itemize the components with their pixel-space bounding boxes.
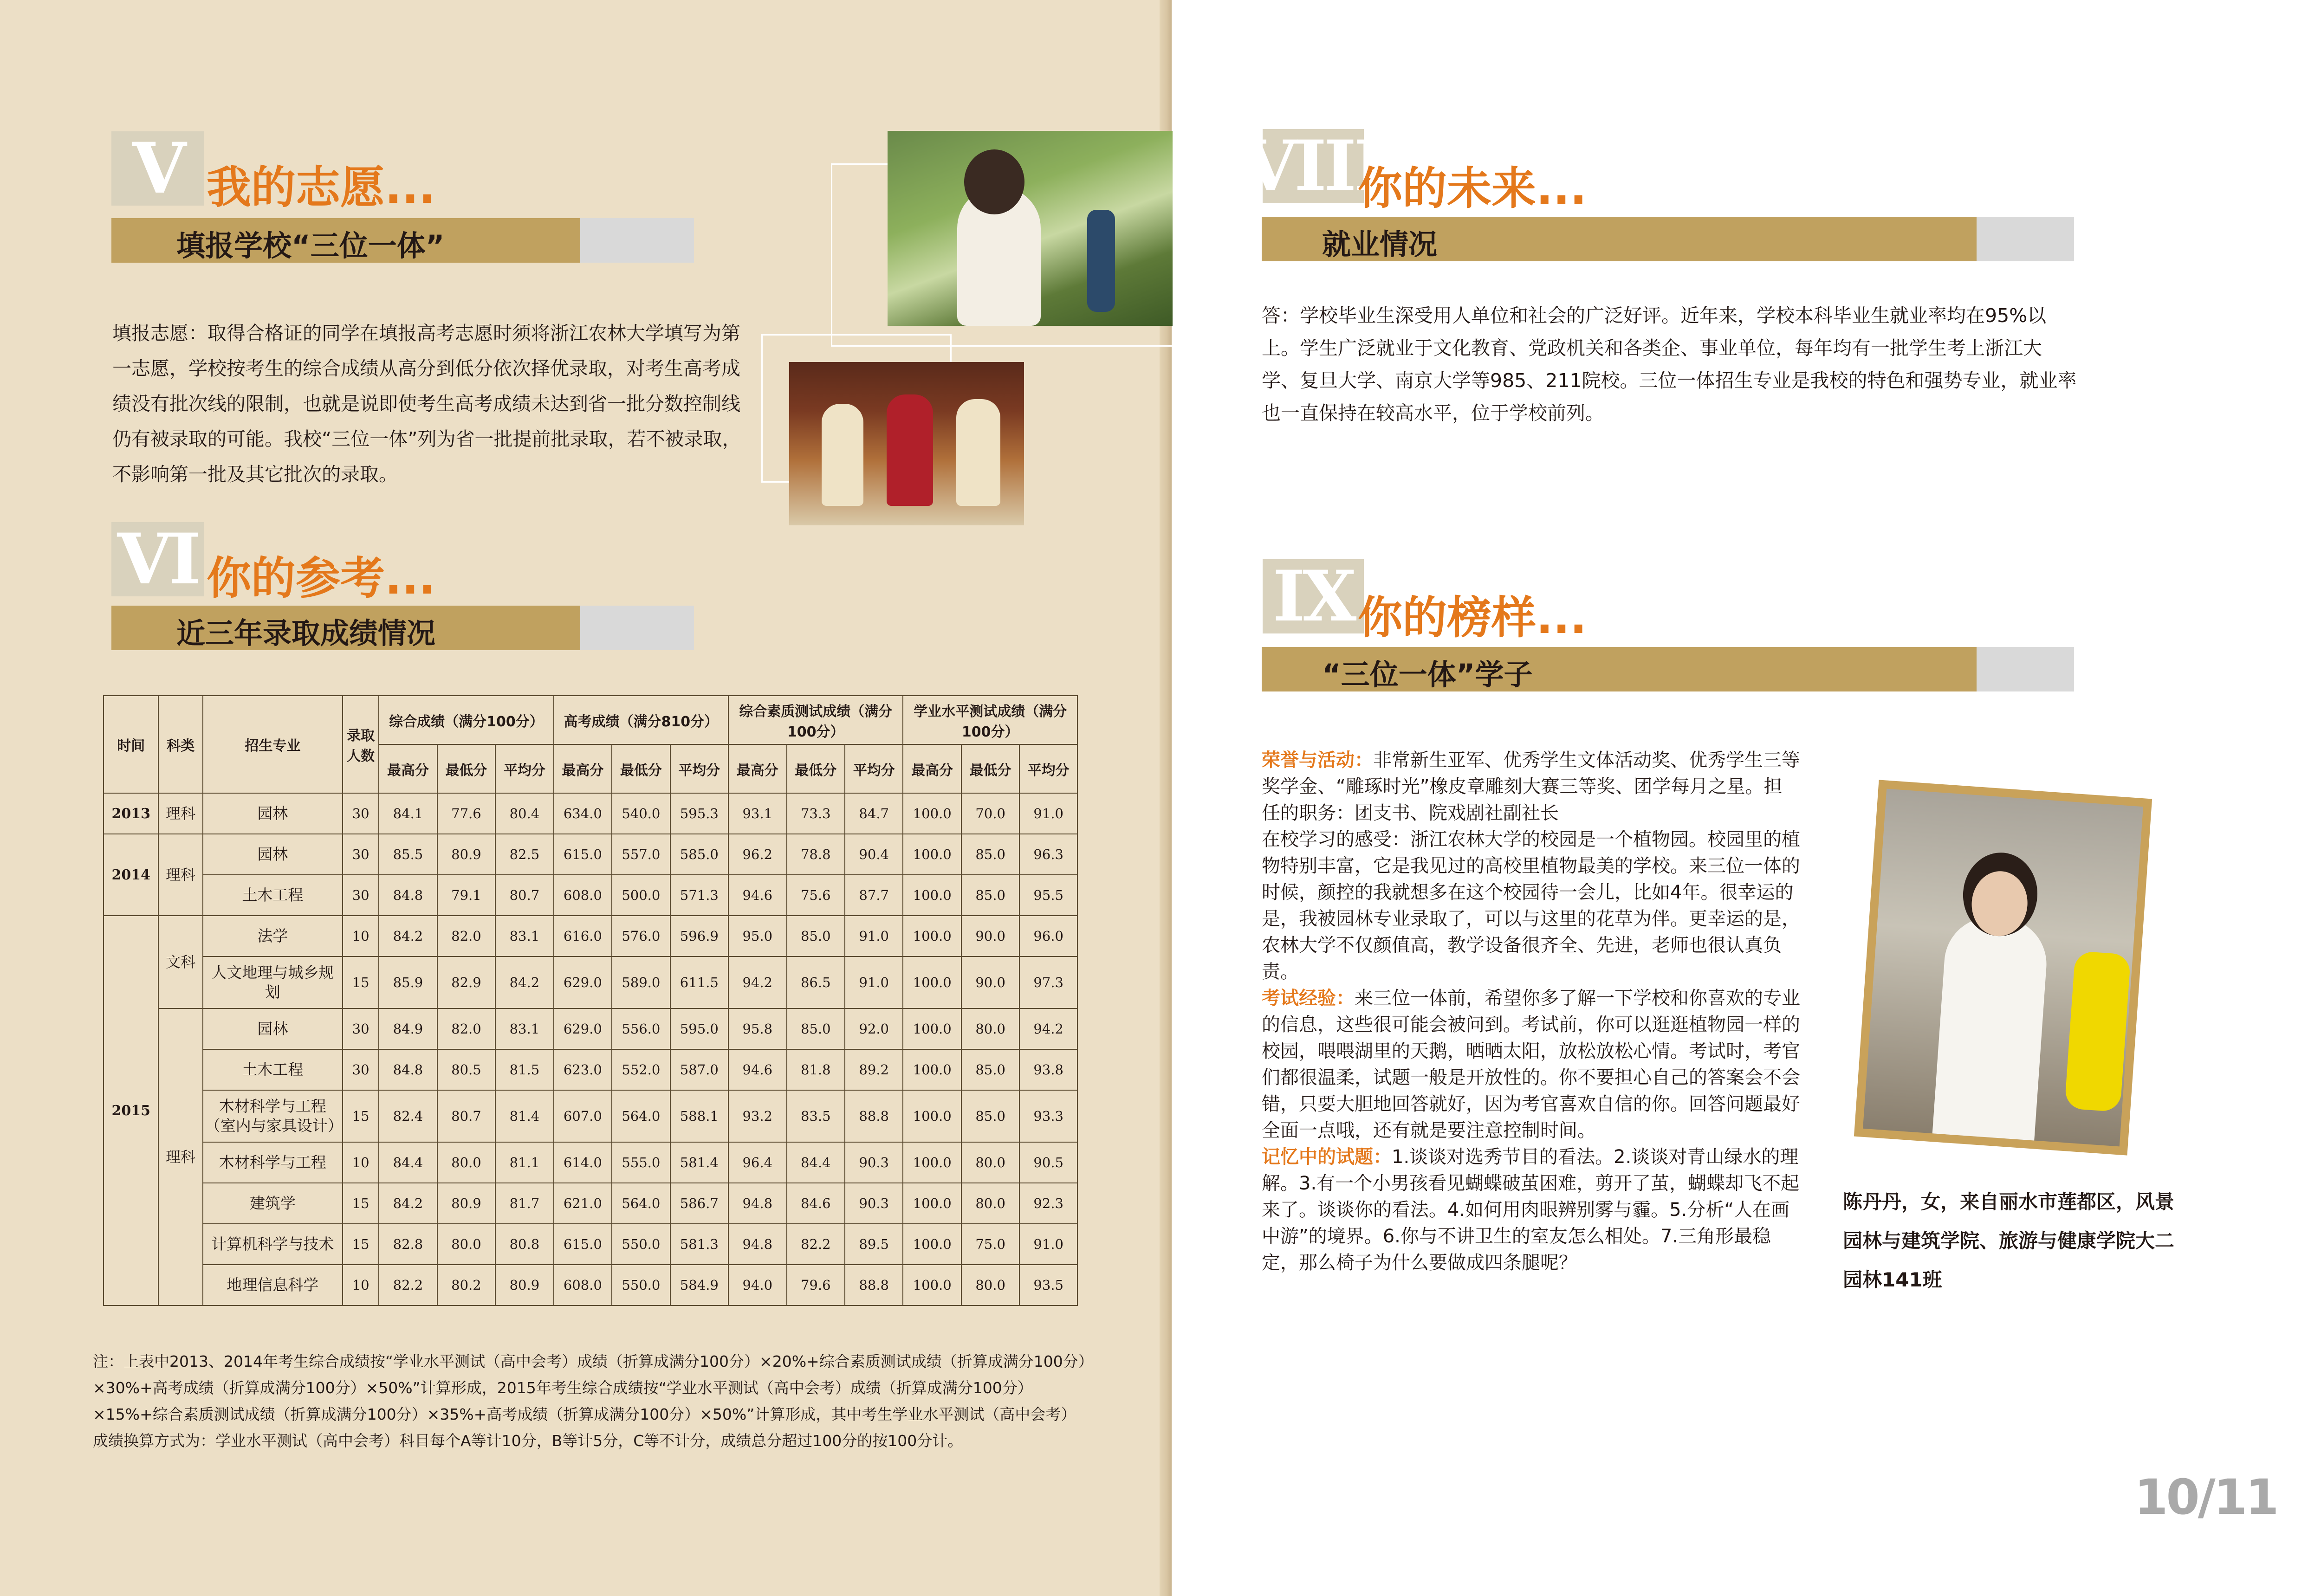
cell-score: 588.1 (670, 1090, 728, 1142)
cell-count: 30 (343, 793, 379, 834)
paragraph-application: 填报志愿：取得合格证的同学在填报高考志愿时须将浙江农林大学填写为第一志愿，学校按考生的综合成绩从高分到低分依次择优录取，对考生高考成绩没有批次线的限制，也就是说即使考生高考成绩未达到省一批分数控制线仍有被录取的可能。我校“三位一体”列为省一批提前批录取，若不被录取，不影响第一批及其它批次的录取。 (112, 322, 741, 485)
cell-category: 理科 (158, 834, 202, 916)
cell-score: 585.0 (670, 834, 728, 875)
cell-score: 615.0 (554, 834, 612, 875)
cell-score: 90.0 (961, 956, 1019, 1008)
cell-score: 84.1 (379, 793, 437, 834)
cell-score: 589.0 (612, 956, 670, 1008)
section-subtitle-v: 填报学校“三位一体” (176, 229, 445, 263)
th-sub: 平均分 (845, 744, 903, 793)
section-numeral-v: V (111, 131, 204, 206)
cell-score: 100.0 (903, 916, 961, 956)
cell-score: 93.8 (1019, 1049, 1077, 1090)
table-row (104, 1090, 1077, 1142)
cell-count: 30 (343, 834, 379, 875)
honor-text: 非常新生亚军、优秀学生文体活动奖、优秀学生三等奖学金、“雕琢时光”橡皮章雕刻大赛三等奖、团学每月之星。担任的职务：团支书、院戏剧社副社长 (1262, 750, 1800, 824)
cell-score: 85.0 (787, 916, 845, 956)
cell-score: 80.9 (437, 834, 495, 875)
cell-score: 90.3 (845, 1142, 903, 1183)
cell-score: 82.4 (379, 1090, 437, 1142)
cell-score: 90.3 (845, 1183, 903, 1224)
th-group-gaokao: 高考成绩（满分810分） (554, 696, 728, 744)
cell-score: 82.0 (437, 1008, 495, 1049)
cell-score: 70.0 (961, 793, 1019, 834)
cell-score: 100.0 (903, 1183, 961, 1224)
cell-score: 80.9 (437, 1183, 495, 1224)
section-numeral-vi: VI (111, 522, 204, 596)
cell-score: 100.0 (903, 1049, 961, 1090)
section-subtitle-ix: “三位一体”学子 (1322, 658, 1533, 691)
cell-score: 84.4 (379, 1142, 437, 1183)
profile-honor (1262, 747, 1800, 827)
cell-score: 100.0 (903, 1142, 961, 1183)
cell-score: 85.0 (961, 875, 1019, 916)
page-number: 10/11 (2134, 1469, 2277, 1525)
th-count: 录取人数 (343, 696, 379, 793)
cell-score: 623.0 (554, 1049, 612, 1090)
cell-count: 15 (343, 956, 379, 1008)
cell-year: 2013 (104, 793, 158, 834)
th-sub: 最低分 (787, 744, 845, 793)
cell-score: 92.0 (845, 1008, 903, 1049)
cell-count: 30 (343, 875, 379, 916)
cell-major: 园林 (203, 793, 343, 834)
profile-text (1262, 747, 1800, 1276)
profile-feeling: 在校学习的感受：浙江农林大学的校园是一个植物园。校园里的植物特别丰富，它是我见过的高校里植物最美的学校。来三位一体的时候，颜控的我就想多在这个校园待一会儿，比如4年。很幸运的是，我被园林专业录取了，可以与这里的花草为伴。更幸运的是，农林大学不仅颜值高，教学设备很齐全、先进，老师也很认真负责。 (1262, 829, 1800, 982)
cell-score: 93.2 (728, 1090, 786, 1142)
portrait-caption: 陈丹丹，女，来自丽水市莲都区，风景园林与建筑学院、旅游与健康学院大二园林141班 (1843, 1190, 2175, 1291)
cell-score: 93.1 (728, 793, 786, 834)
cell-score: 587.0 (670, 1049, 728, 1090)
cell-score: 82.2 (787, 1224, 845, 1265)
cell-score: 595.3 (670, 793, 728, 834)
cell-major: 木材科学与工程 (203, 1142, 343, 1183)
cell-major: 土木工程 (203, 875, 343, 916)
section-title-viii: 你的未来... (1358, 162, 1587, 214)
cell-major: 法学 (203, 916, 343, 956)
exam-text: 来三位一体前，希望你多了解一下学校和你喜欢的专业的信息，这些很可能会被问到。考试前，你可以逛逛植物园一样的校园，喂喂湖里的天鹅，晒晒太阳，放松放松心情。考试时，考官们都很温柔，试题一般是开放性的。你不要担心自己的答案会不会错，只要大胆地回答就好，因为考官喜欢自信的你。回答问题最好全面一点哦，还有就是要注意控制时间。 (1262, 988, 1800, 1141)
cell-score: 80.2 (437, 1265, 495, 1305)
cell-score: 84.2 (495, 956, 553, 1008)
th-major: 招生专业 (203, 696, 343, 793)
cell-score: 82.2 (379, 1265, 437, 1305)
th-sub: 平均分 (1019, 744, 1077, 793)
cell-score: 80.0 (437, 1224, 495, 1265)
cell-major: 地理信息科学 (203, 1265, 343, 1305)
cell-score: 94.2 (728, 956, 786, 1008)
cell-score: 84.7 (845, 793, 903, 834)
cell-score: 79.1 (437, 875, 495, 916)
table-row (104, 1008, 1077, 1049)
cell-score: 552.0 (612, 1049, 670, 1090)
paragraph-employment: 答：学校毕业生深受用人单位和社会的广泛好评。近年来，学校本科毕业生就业率均在95%以上。学生广泛就业于文化教育、党政机关和各类企、事业单位，每年均有一批学生考上浙江大学、复旦大学、南京大学等985、211院校。三位一体招生专业是我校的特色和强势专业，就业率也一直保持在较高水平，位于学校前列。 (1262, 304, 2077, 424)
cell-count: 15 (343, 1183, 379, 1224)
cell-score: 100.0 (903, 1090, 961, 1142)
cell-score: 84.2 (379, 1183, 437, 1224)
cell-score: 80.0 (961, 1183, 1019, 1224)
cell-score: 586.7 (670, 1183, 728, 1224)
th-sub: 最低分 (961, 744, 1019, 793)
section-title-ix: 你的榜样... (1358, 592, 1587, 644)
cell-score: 100.0 (903, 956, 961, 1008)
th-sub: 最低分 (612, 744, 670, 793)
cell-score: 100.0 (903, 1265, 961, 1305)
cell-score: 79.6 (787, 1265, 845, 1305)
memory-text: 1.谈谈对选秀节目的看法。2.谈谈对青山绿水的理解。3.有一个小男孩看见蝴蝶破茧困难，剪开了茧，蝴蝶却飞不起来了。谈谈你的看法。4.如何用肉眼辨别雾与霾。5.分析“人在画中游”的境界。6.你与不讲卫生的室友怎么相处。7.三角形最稳定，那么椅子为什么要做成四条腿呢？ (1262, 1146, 1800, 1273)
cell-major: 木材科学与工程（室内与家具设计） (203, 1090, 343, 1142)
th-sub: 平均分 (670, 744, 728, 793)
cell-score: 93.3 (1019, 1090, 1077, 1142)
cell-score: 82.0 (437, 916, 495, 956)
section-bar-vi (111, 606, 694, 650)
cell-score: 100.0 (903, 875, 961, 916)
cell-score: 94.8 (728, 1183, 786, 1224)
cell-score: 81.5 (495, 1049, 553, 1090)
cell-score: 564.0 (612, 1090, 670, 1142)
section-numeral-ix: IX (1263, 559, 1364, 633)
table-row (104, 793, 1077, 834)
cell-score: 94.8 (728, 1224, 786, 1265)
cell-score: 97.3 (1019, 956, 1077, 1008)
cell-score: 581.4 (670, 1142, 728, 1183)
cell-score: 540.0 (612, 793, 670, 834)
section-subtitle-viii: 就业情况 (1322, 227, 1438, 261)
cell-score: 75.0 (961, 1224, 1019, 1265)
th-time: 时间 (104, 696, 158, 793)
cell-score: 84.9 (379, 1008, 437, 1049)
cell-major: 园林 (203, 1008, 343, 1049)
cell-count: 10 (343, 1142, 379, 1183)
cell-score: 84.8 (379, 1049, 437, 1090)
th-sub: 最高分 (728, 744, 786, 793)
cell-score: 91.0 (845, 956, 903, 1008)
cell-score: 95.5 (1019, 875, 1077, 916)
cell-score: 85.0 (961, 1049, 1019, 1090)
cell-score: 564.0 (612, 1183, 670, 1224)
th-sub: 最高分 (379, 744, 437, 793)
table-row (104, 1265, 1077, 1305)
cell-score: 85.0 (787, 1008, 845, 1049)
cell-major: 土木工程 (203, 1049, 343, 1090)
cell-score: 80.0 (437, 1142, 495, 1183)
cell-major: 建筑学 (203, 1183, 343, 1224)
cell-category: 理科 (158, 793, 202, 834)
cell-score: 84.2 (379, 916, 437, 956)
cell-score: 629.0 (554, 956, 612, 1008)
cell-score: 80.9 (495, 1265, 553, 1305)
cell-count: 10 (343, 1265, 379, 1305)
cell-score: 556.0 (612, 1008, 670, 1049)
cell-score: 85.0 (961, 834, 1019, 875)
cell-score: 615.0 (554, 1224, 612, 1265)
section-title-vi: 你的参考... (207, 552, 436, 604)
cell-score: 80.8 (495, 1224, 553, 1265)
cell-major: 园林 (203, 834, 343, 875)
exam-label: 考试经验： (1262, 988, 1355, 1009)
section-bar-viii (1262, 217, 2074, 261)
cell-score: 614.0 (554, 1142, 612, 1183)
cell-score: 80.0 (961, 1008, 1019, 1049)
cell-score: 550.0 (612, 1224, 670, 1265)
cell-score: 84.6 (787, 1183, 845, 1224)
table-row (104, 956, 1077, 1008)
cell-major: 计算机科学与技术 (203, 1224, 343, 1265)
cell-score: 608.0 (554, 1265, 612, 1305)
cell-score: 621.0 (554, 1183, 612, 1224)
cell-score: 82.5 (495, 834, 553, 875)
cell-score: 81.4 (495, 1090, 553, 1142)
cell-score: 96.2 (728, 834, 786, 875)
cell-count: 30 (343, 1008, 379, 1049)
cell-score: 80.5 (437, 1049, 495, 1090)
table-row (104, 1142, 1077, 1183)
cell-score: 96.3 (1019, 834, 1077, 875)
cell-score: 82.9 (437, 956, 495, 1008)
cell-major: 人文地理与城乡规划 (203, 956, 343, 1008)
table-row (104, 875, 1077, 916)
cell-score: 90.5 (1019, 1142, 1077, 1183)
cell-score: 75.6 (787, 875, 845, 916)
table-row (104, 1049, 1077, 1090)
cell-category: 文科 (158, 916, 202, 1008)
cell-score: 576.0 (612, 916, 670, 956)
cell-score: 91.0 (1019, 793, 1077, 834)
cell-score: 94.6 (728, 875, 786, 916)
cell-score: 100.0 (903, 1224, 961, 1265)
profile-memory (1262, 1144, 1800, 1276)
cell-score: 94.6 (728, 1049, 786, 1090)
cell-score: 89.2 (845, 1049, 903, 1090)
cell-score: 584.9 (670, 1265, 728, 1305)
table-row (104, 1224, 1077, 1265)
cell-score: 82.8 (379, 1224, 437, 1265)
cell-score: 93.5 (1019, 1265, 1077, 1305)
th-group-composite: 综合成绩（满分100分） (379, 696, 553, 744)
cell-score: 571.3 (670, 875, 728, 916)
section-title-v: 我的志愿... (207, 162, 436, 213)
th-sub: 平均分 (495, 744, 553, 793)
cell-score: 90.0 (961, 916, 1019, 956)
cell-score: 90.4 (845, 834, 903, 875)
photo-student-outdoor (888, 131, 1173, 326)
cell-score: 84.8 (379, 875, 437, 916)
cell-score: 96.4 (728, 1142, 786, 1183)
cell-score: 91.0 (845, 916, 903, 956)
cell-count: 30 (343, 1049, 379, 1090)
cell-count: 15 (343, 1224, 379, 1265)
cell-score: 100.0 (903, 834, 961, 875)
section-subtitle-vi: 近三年录取成绩情况 (176, 616, 436, 650)
th-sub: 最低分 (437, 744, 495, 793)
cell-score: 80.7 (495, 875, 553, 916)
cell-score: 550.0 (612, 1265, 670, 1305)
cell-score: 94.2 (1019, 1008, 1077, 1049)
cell-score: 100.0 (903, 793, 961, 834)
cell-score: 616.0 (554, 916, 612, 956)
cell-score: 80.0 (961, 1142, 1019, 1183)
cell-score: 80.7 (437, 1090, 495, 1142)
cell-score: 596.9 (670, 916, 728, 956)
cell-score: 88.8 (845, 1265, 903, 1305)
cell-score: 73.3 (787, 793, 845, 834)
honor-label: 荣誉与活动： (1262, 750, 1373, 771)
cell-score: 85.5 (379, 834, 437, 875)
cell-score: 557.0 (612, 834, 670, 875)
admission-scores-table (103, 695, 1078, 1306)
cell-score: 80.0 (961, 1265, 1019, 1305)
cell-score: 85.9 (379, 956, 437, 1008)
cell-score: 100.0 (903, 1008, 961, 1049)
cell-score: 607.0 (554, 1090, 612, 1142)
cell-score: 91.0 (1019, 1224, 1077, 1265)
cell-score: 94.0 (728, 1265, 786, 1305)
cell-score: 92.3 (1019, 1183, 1077, 1224)
cell-score: 81.8 (787, 1049, 845, 1090)
table-row (104, 1183, 1077, 1224)
th-sub: 最高分 (903, 744, 961, 793)
section-bar-ix (1262, 647, 2074, 691)
cell-score: 87.7 (845, 875, 903, 916)
cell-score: 83.1 (495, 916, 553, 956)
cell-year: 2015 (104, 916, 158, 1305)
profile-exam (1262, 985, 1800, 1144)
cell-score: 608.0 (554, 875, 612, 916)
th-group-academic: 学业水平测试成绩（满分100分） (903, 696, 1077, 744)
cell-score: 595.0 (670, 1008, 728, 1049)
cell-score: 81.1 (495, 1142, 553, 1183)
cell-score: 629.0 (554, 1008, 612, 1049)
cell-score: 83.1 (495, 1008, 553, 1049)
photo-tea-ceremony (789, 362, 1024, 525)
cell-score: 96.0 (1019, 916, 1077, 956)
section-bar-v (111, 218, 694, 263)
th-group-quality: 综合素质测试成绩（满分100分） (728, 696, 903, 744)
cell-score: 95.0 (728, 916, 786, 956)
cell-score: 85.0 (961, 1090, 1019, 1142)
cell-score: 83.5 (787, 1090, 845, 1142)
table-footnote: 注：上表中2013、2014年考生综合成绩按“学业水平测试（高中会考）成绩（折算成满分100分）×20%+综合素质测试成绩（折算成满分100分）×30%+高考成绩（折算成满分100分）×50%”计算形成，2015年考生综合成绩按“学业水平测试（高中会考）成绩（折算成满分100分）×15%+综合素质测试成绩（折算成满分100分）×35%+高考成绩（折算成满分100分）×50%”计算形成，其中考生学业水平测试（高中会考）成绩换算方式为：学业水平测试（高中会考）科目每个A等计10分，B等计5分，C等不计分，成绩总分超过100分的按100分计。 (93, 1352, 1086, 1450)
section-numeral-viii: VIII (1243, 125, 1384, 207)
cell-score: 581.3 (670, 1224, 728, 1265)
cell-score: 555.0 (612, 1142, 670, 1183)
th-type: 科类 (158, 696, 202, 793)
cell-score: 77.6 (437, 793, 495, 834)
table-row (104, 916, 1077, 956)
cell-score: 89.5 (845, 1224, 903, 1265)
cell-category: 理科 (158, 1008, 202, 1305)
cell-count: 10 (343, 916, 379, 956)
photo-student-portrait (1854, 780, 2152, 1155)
cell-score: 611.5 (670, 956, 728, 1008)
cell-score: 86.5 (787, 956, 845, 1008)
cell-score: 88.8 (845, 1090, 903, 1142)
cell-score: 500.0 (612, 875, 670, 916)
cell-score: 634.0 (554, 793, 612, 834)
cell-score: 78.8 (787, 834, 845, 875)
table-row (104, 834, 1077, 875)
th-sub: 最高分 (554, 744, 612, 793)
memory-label: 记忆中的试题： (1262, 1146, 1392, 1168)
cell-score: 95.8 (728, 1008, 786, 1049)
cell-score: 80.4 (495, 793, 553, 834)
cell-count: 15 (343, 1090, 379, 1142)
cell-year: 2014 (104, 834, 158, 916)
cell-score: 84.4 (787, 1142, 845, 1183)
cell-score: 81.7 (495, 1183, 553, 1224)
